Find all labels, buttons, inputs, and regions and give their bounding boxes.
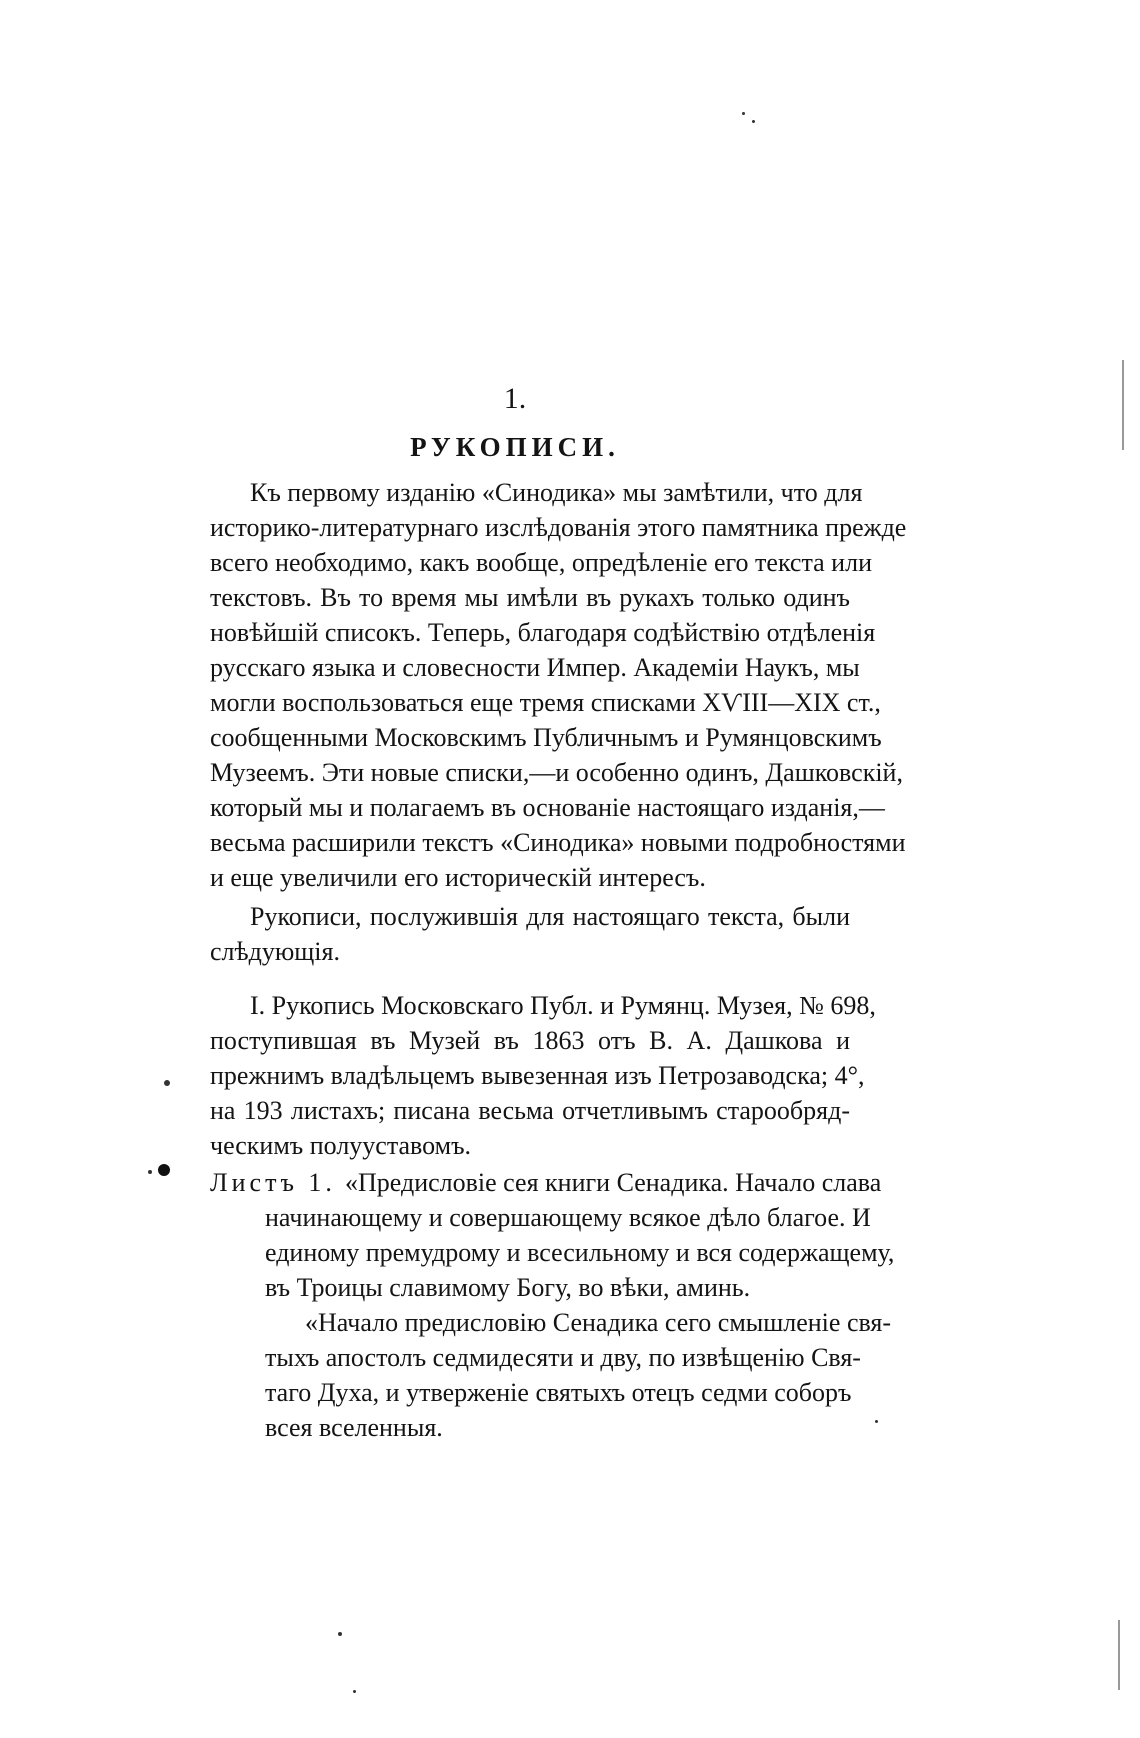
paragraph-1-line-5: новѣйшій списокъ. Теперь, благодаря содѣйствію отдѣленія xyxy=(210,618,876,647)
paragraph-2-line-1: Рукописи, послужившія для настоящаго текста, были xyxy=(250,902,850,931)
manuscript-1-line-3: прежнимъ владѣльцемъ вывезенная изъ Петрозаводска; 4°, xyxy=(210,1061,865,1090)
paragraph-1-line-12: и еще увеличили его историческій интересъ. xyxy=(210,863,706,892)
paragraph-1-line-6: русскаго языка и словесности Импер. Академіи Наукъ, мы xyxy=(210,653,860,682)
manuscript-1-line-4: на 193 листахъ; писана весьма отчетливымъ старообряд- xyxy=(210,1096,850,1125)
leaf-line-2: начинающему и совершающему всякое дѣло благое. И xyxy=(265,1203,871,1232)
paragraph-1-line-7: могли воспользоваться еще тремя списками XѴIII—XIX ст., xyxy=(210,688,881,717)
ink-speck xyxy=(148,1170,152,1174)
manuscript-1-line-5: ческимъ полууставомъ. xyxy=(210,1131,472,1160)
manuscript-1-line-1: I. Рукопись Московскаго Публ. и Румянц. Музея, № 698, xyxy=(250,991,876,1020)
quote-line-1: «Начало предисловію Сенадика сего смышленіе свя- xyxy=(305,1308,892,1337)
paragraph-1-line-8: сообщенными Московскимъ Публичнымъ и Румянцовскимъ xyxy=(210,723,882,752)
paragraph-1-line-3: всего необходимо, какъ вообще, опредѣленіе его текста или xyxy=(210,548,872,577)
quote-line-4: всея вселенныя. xyxy=(265,1413,443,1442)
scan-edge-line xyxy=(1118,1620,1120,1690)
ink-speck xyxy=(353,1690,356,1693)
leaf-line-3: единому премудрому и всесильному и вся содержащему, xyxy=(265,1238,895,1267)
manuscript-1-line-2: поступившая въ Музей въ 1863 отъ В. А. Дашкова и xyxy=(210,1026,850,1055)
leaf-line-4: въ Троицы славимому Богу, во вѣки, аминь. xyxy=(265,1273,751,1302)
ink-speck xyxy=(158,1164,170,1176)
quote-line-2: тыхъ апостолъ седмидесяти и дву, по извѣщенію Свя- xyxy=(265,1343,861,1372)
paragraph-1-line-1: Къ первому изданію «Синодика» мы замѣтили, что для xyxy=(250,478,863,507)
paragraph-1-line-11: весьма расширили текстъ «Синодика» новыми подробностями xyxy=(210,828,906,857)
chapter-title: РУКОПИСИ. xyxy=(410,432,620,462)
quote-line-3: таго Духа, и утверженіе святыхъ отецъ седми соборъ xyxy=(265,1378,852,1407)
paragraph-1-line-2: историко-литературнаго изслѣдованія этого памятника прежде xyxy=(210,513,907,542)
chapter-number: 1. xyxy=(503,382,527,415)
paragraph-2-line-2: слѣдующія. xyxy=(210,937,340,966)
ink-speck xyxy=(164,1080,170,1086)
ink-speck xyxy=(752,120,755,123)
leaf-first-line: «Предисловіе сея книги Сенадика. Начало слава xyxy=(345,1168,882,1197)
leaf-label: Листъ 1. xyxy=(210,1168,336,1197)
ink-speck xyxy=(338,1632,342,1636)
paragraph-1-line-9: Музеемъ. Эти новые списки,—и особенно одинъ, Дашковскій, xyxy=(210,758,903,787)
ink-speck xyxy=(742,112,745,115)
paragraph-1-line-4: текстовъ. Въ то время мы имѣли въ рукахъ только одинъ xyxy=(210,583,850,612)
paragraph-1-line-10: который мы и полагаемъ въ основаніе настоящаго изданія,— xyxy=(210,793,885,822)
scan-edge-line xyxy=(1122,360,1124,450)
ink-speck xyxy=(875,1420,878,1423)
